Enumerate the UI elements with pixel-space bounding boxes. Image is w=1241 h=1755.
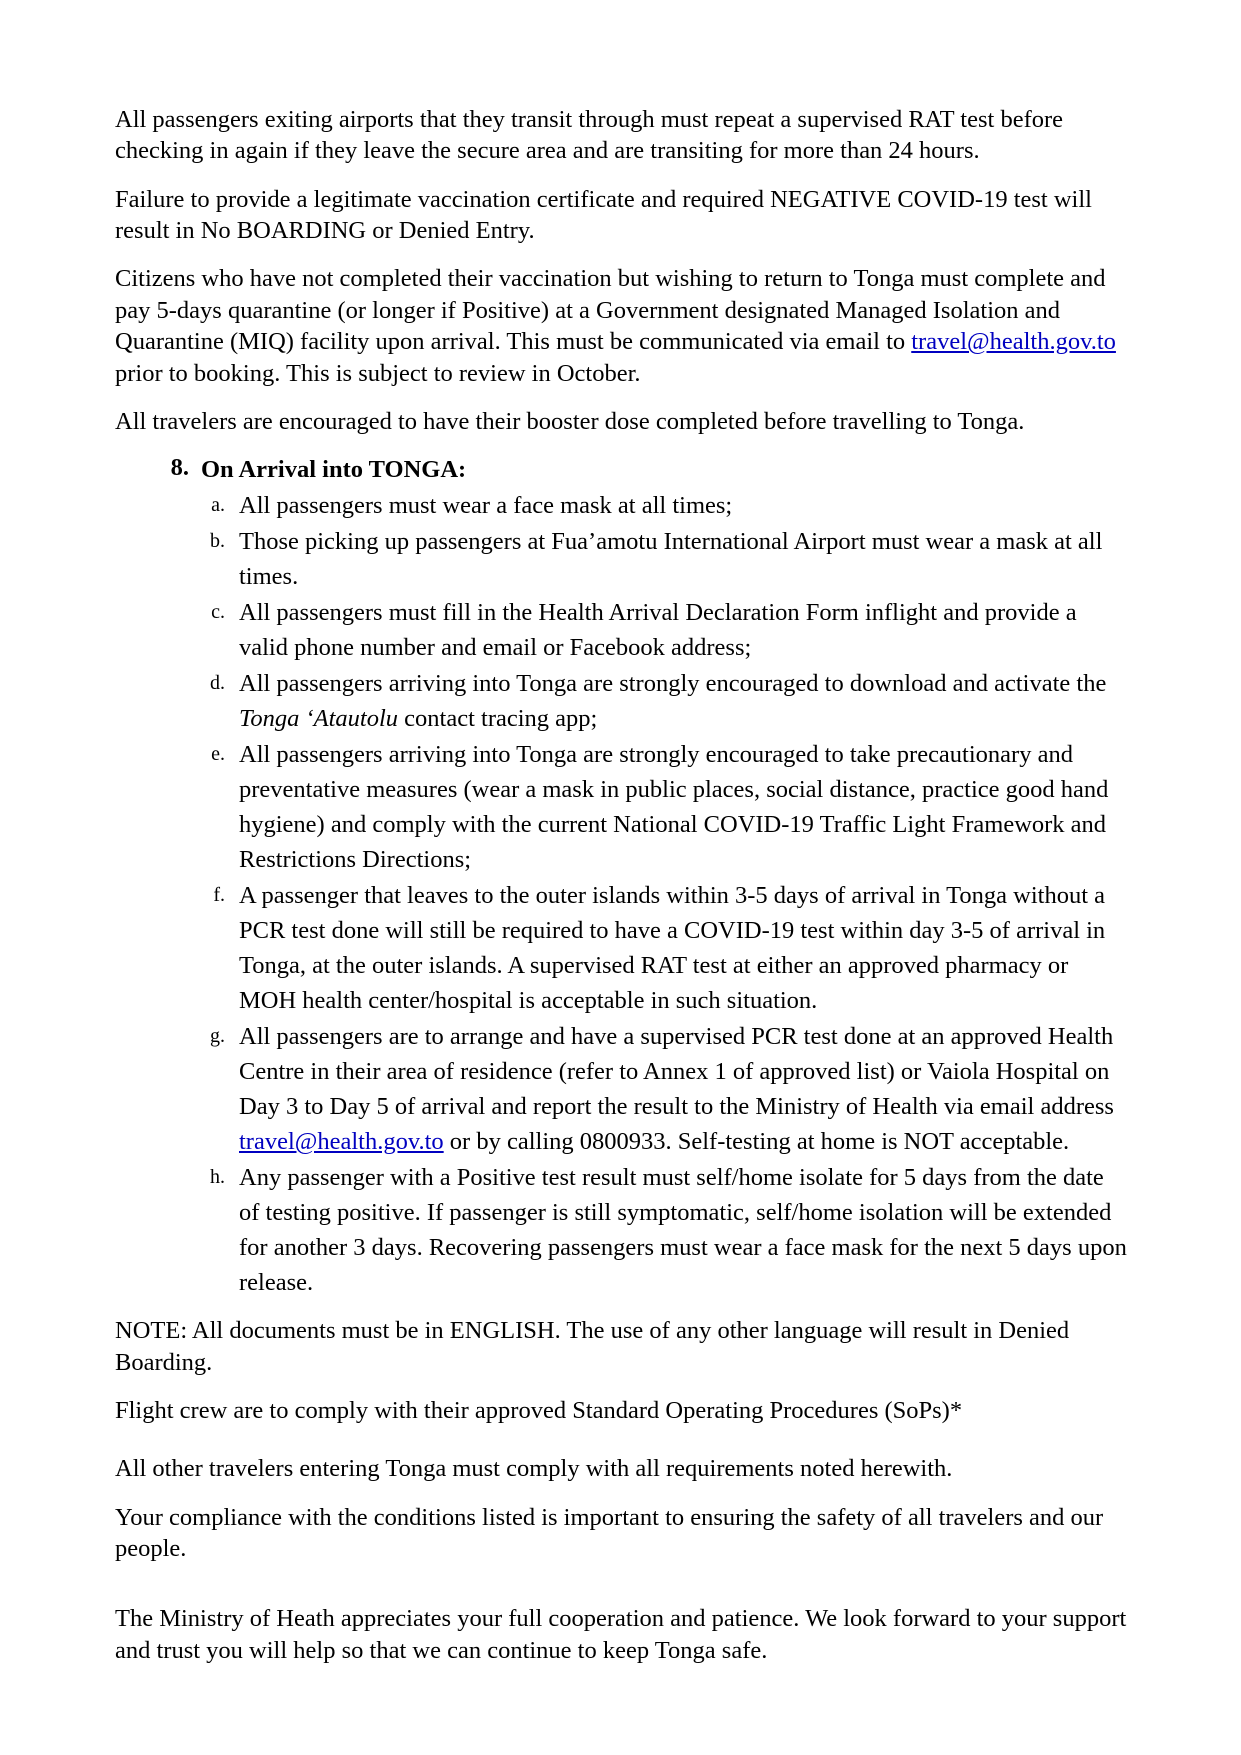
list-item-text: A passenger that leaves to the outer islands within 3-5 days of arrival in Tonga without a PCR test done will still be required to have a COVID-19 test within day 3-5 of arrival in Tonga, at the outer islands. A supervised RAT test at either an approved pharmacy or MOH health center/hospital is acceptable in such situation. (239, 881, 1106, 1015)
list-item-marker: f. (213, 883, 225, 906)
citizens-text-before-link: Citizens who have not completed their vaccination but wishing to return to Tonga must complete and pay 5-days quarantine (or longer if Positive) at a Government designated Managed Isolation and Quarantine (MIQ) facility upon arrival. This must be communicated via email to (115, 265, 1106, 356)
list-item-marker: b. (210, 529, 225, 552)
list-item-text-after-link: or by calling 0800933. Self-testing at home is NOT acceptable. (443, 1128, 1070, 1156)
list-item-text: All passengers must fill in the Health Arrival Declaration Form inflight and provide a valid phone number and email or Facebook address; (239, 598, 1077, 661)
section-heading-on-arrival (115, 454, 1129, 485)
email-link-travel-health[interactable]: travel@health.gov.to (239, 1128, 444, 1156)
list-item-marker: g. (210, 1025, 225, 1048)
list-item (115, 1019, 1129, 1159)
spacer (115, 1301, 1129, 1315)
paragraph-booster-dose: All travelers are encouraged to have their booster dose completed before travelling to Tonga. (115, 407, 1025, 435)
list-item-text-after-italic: contact tracing app; (398, 704, 598, 732)
list-item-marker: e. (211, 742, 225, 765)
email-link-travel-health[interactable]: travel@health.gov.to (911, 328, 1116, 356)
paragraph-note-english: NOTE: All documents must be in ENGLISH. The use of any other language will result in Denied Boarding. (115, 1317, 1070, 1376)
list-item-text: All passengers must wear a face mask at all times; (239, 491, 733, 519)
paragraph-closing-thanks: The Ministry of Heath appreciates your full cooperation and patience. We look forward to your support and trust you will help so that we can continue to keep Tonga safe. (115, 1605, 1127, 1664)
list-item (115, 524, 1129, 594)
spacer (115, 1581, 1129, 1603)
paragraph-citizens-quarantine (115, 263, 1129, 388)
list-item (115, 488, 1129, 523)
list-item-text: All passengers arriving into Tonga are strongly encouraged to take precautionary and preventative measures (wear a mask in public places, social distance, practice good hand hygiene) and comply with the current National COVID-19 Traffic Light Framework and Restrictions Directions; (239, 740, 1109, 873)
list-item-marker: a. (211, 493, 225, 516)
list-item-marker: d. (210, 671, 225, 694)
app-name-italic: Tonga ‘Atautolu (239, 704, 399, 732)
list-item-text (239, 1019, 1129, 1159)
list-item (115, 1160, 1129, 1300)
paragraph-flight-crew: Flight crew are to comply with their approved Standard Operating Procedures (SoPs)* (115, 1397, 963, 1425)
list-item-marker: h. (210, 1166, 225, 1189)
list-item-text: Any passenger with a Positive test result must self/home isolate for 5 days from the date of testing positive. If passenger is still symptomatic, self/home isolation will be extended for another 3 days. Recovering passengers must wear a face mask for the next 5 days upon release. (239, 1164, 1127, 1297)
list-item-marker: c. (211, 600, 225, 623)
section-title: On Arrival into TONGA: (201, 456, 467, 484)
citizens-text-after-link: prior to booking. This is subject to review in October. (115, 359, 641, 387)
list-item (115, 737, 1129, 877)
list-item-text: Those picking up passengers at Fua’amotu International Airport must wear a mask at all times. (239, 527, 1103, 590)
list-item (115, 666, 1129, 736)
list-item (115, 595, 1129, 665)
paragraph-transit-rat: All passengers exiting airports that they transit through must repeat a supervised RAT test before checking in again if they leave the secure area and are transiting for more than 24 hours. (115, 106, 1064, 165)
list-item-text-before-link: All passengers are to arrange and have a supervised PCR test done at an approved Health Centre in their area of residence (refer to Annex 1 of approved list) or Vaiola Hospital on Day 3 to Day 5 of arrival and report the result to the Ministry of Health via email address (239, 1023, 1114, 1121)
list-item-text (239, 666, 1129, 736)
list-item-text-before-italic: All passengers arriving into Tonga are strongly encouraged to download and activate the (239, 669, 1107, 697)
spacer (115, 1443, 1129, 1453)
section-on-arrival (115, 454, 1129, 1300)
list-item (115, 878, 1129, 1018)
paragraph-failure-certificate: Failure to provide a legitimate vaccination certificate and required NEGATIVE COVID-19 test will result in No BOARDING or Denied Entry. (115, 185, 1092, 245)
paragraph-other-travelers: All other travelers entering Tonga must comply with all requirements noted herewith. (115, 1455, 953, 1483)
section-number: 8. (170, 454, 189, 482)
paragraph-compliance: Your compliance with the conditions listed is important to ensuring the safety of all travelers and our people. (115, 1503, 1104, 1563)
